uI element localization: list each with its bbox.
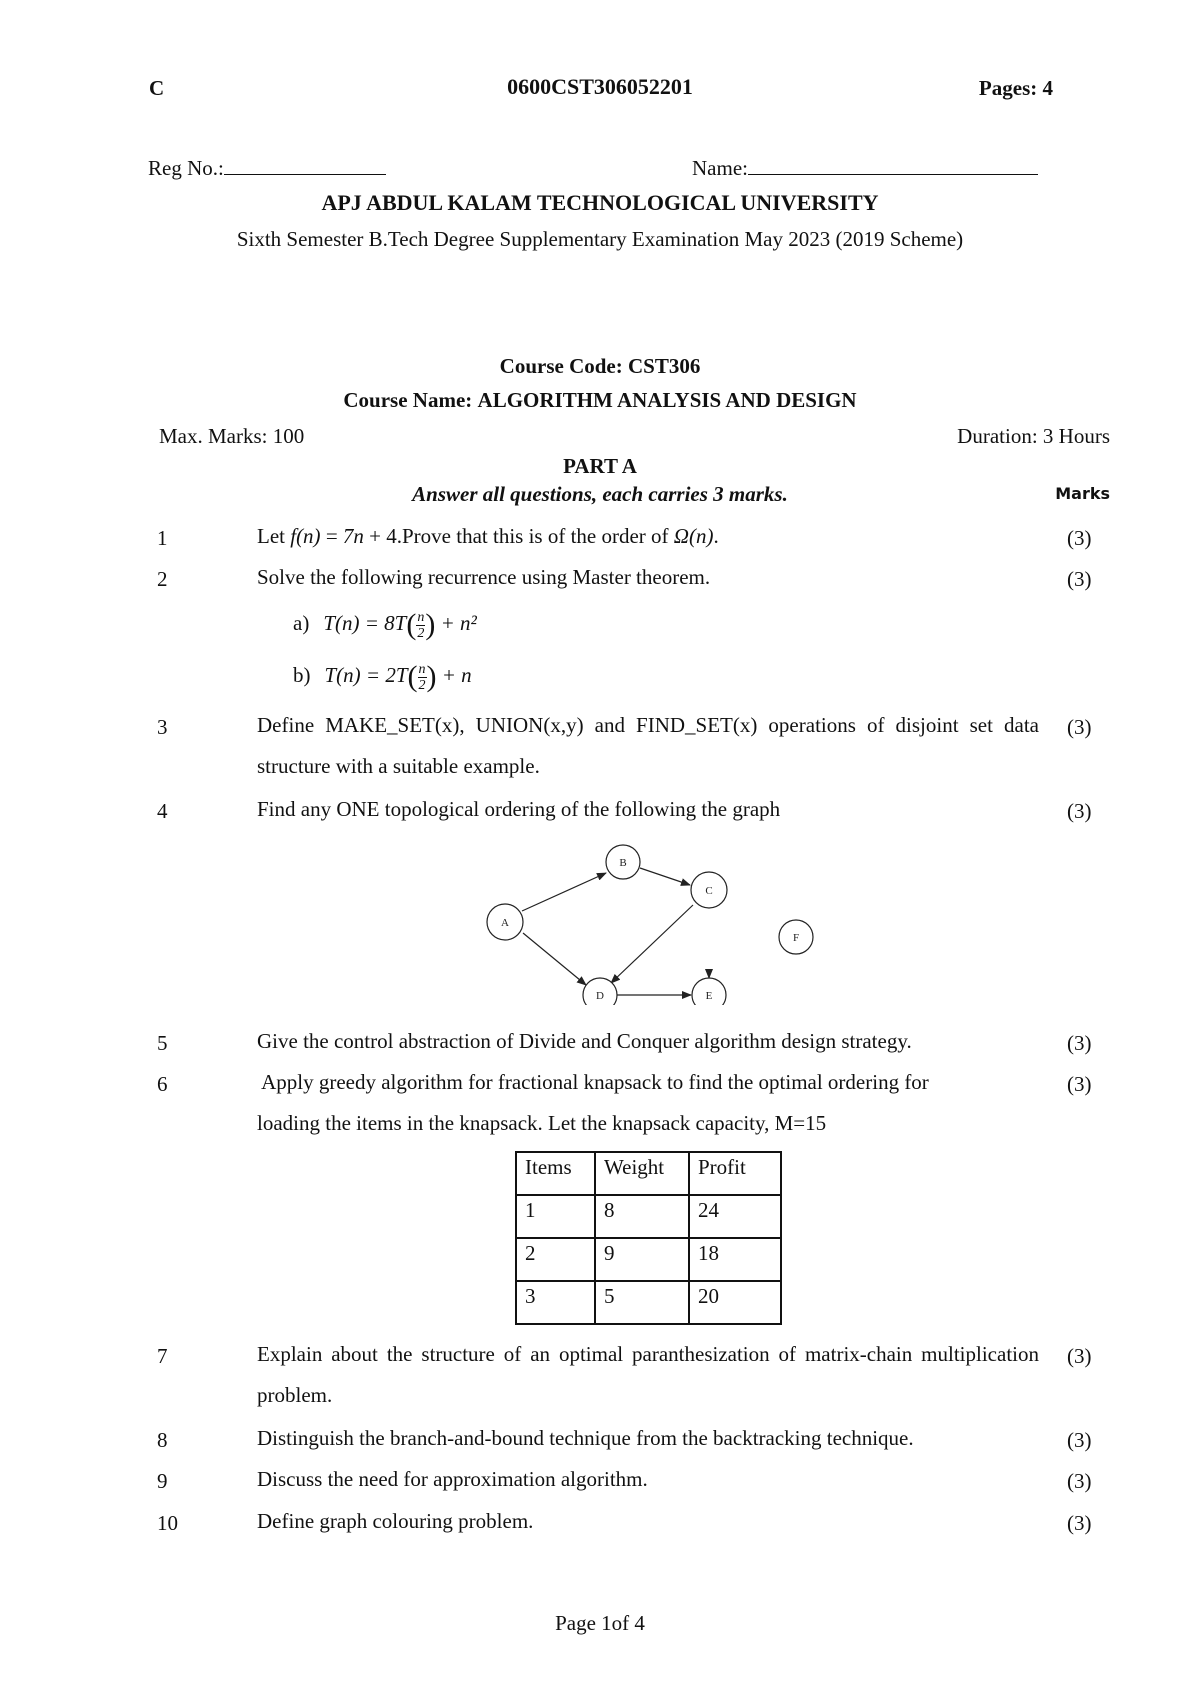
series-code: C: [149, 76, 165, 100]
question-text-line-1: Apply greedy algorithm for fractional knapsack to find the optimal ordering for: [257, 1070, 929, 1094]
node-label: E: [705, 990, 713, 1002]
question-number: 9: [157, 1469, 168, 1493]
name-label: Name:: [692, 156, 748, 180]
table-row: [516, 1238, 781, 1281]
question-number: 6: [157, 1072, 168, 1096]
question-marks: (3): [1067, 1344, 1092, 1368]
math-omega: Ω(n): [673, 524, 714, 548]
text-run: Let: [257, 524, 291, 548]
question-marks: (3): [1067, 567, 1092, 591]
marks-column-header: Marks: [1055, 484, 1110, 503]
question-text-line-2: loading the items in the knapsack. Let the knapsack capacity, M=15: [257, 1111, 827, 1135]
edge-a-d: [523, 933, 586, 985]
text-run: + 4.: [363, 524, 402, 548]
edge-c-d: [611, 905, 693, 983]
graph-node-b: [606, 845, 640, 879]
text-run: .: [713, 524, 719, 548]
table-cell: 24: [689, 1195, 781, 1238]
page-footer: Page 1of 4: [555, 1611, 645, 1635]
question-number: 5: [157, 1031, 168, 1055]
recurrence-rhs: + n: [436, 662, 472, 687]
question-number: 1: [157, 526, 168, 550]
question-marks: (3): [1067, 1031, 1092, 1055]
table-row: [516, 1195, 781, 1238]
question-number: 10: [157, 1511, 178, 1535]
name-blank: [748, 155, 1038, 175]
table-cell: 9: [595, 1238, 689, 1281]
math-rhs: 7n: [342, 524, 364, 548]
part-a-instruction: Answer all questions, each carries 3 marks.: [412, 482, 788, 506]
node-label: B: [619, 857, 627, 869]
fraction-num: n: [418, 661, 426, 677]
sub-label: a): [293, 610, 310, 635]
graph-node-e: [692, 978, 726, 1005]
table-row: [516, 1281, 781, 1324]
course-name-label: Course Name:: [343, 388, 473, 412]
question-text: Distinguish the branch-and-bound technique from the backtracking technique.: [257, 1426, 914, 1450]
table-cell: 8: [595, 1195, 689, 1238]
table-header-cell: Items: [516, 1152, 595, 1195]
course-name-value: ALGORITHM ANALYSIS AND DESIGN: [477, 388, 857, 412]
recurrence-lhs: T(n) = 2T: [324, 662, 408, 687]
question-marks: (3): [1067, 799, 1092, 823]
edge-a-b: [522, 873, 606, 911]
question-number: 4: [157, 799, 168, 823]
reg-no-blank: [224, 155, 386, 175]
question-text: Explain about the structure of an optimal paranthesization of matrix-chain multiplication problem.: [257, 1342, 1039, 1407]
question-text: Discuss the need for approximation algorithm.: [257, 1467, 648, 1491]
paper-code: 0600CST306052201: [507, 74, 693, 99]
paren-close: ): [426, 660, 437, 693]
question-number: 3: [157, 715, 168, 739]
knapsack-table: [515, 1151, 782, 1325]
question-text: Define MAKE_SET(x), UNION(x,y) and FIND_SET(x) operations of disjoint set data structure with a suitable example.: [257, 713, 1039, 778]
question-marks: (3): [1067, 1072, 1092, 1096]
recurrence-b: [293, 660, 472, 694]
paren-open: (: [407, 660, 418, 693]
table-cell: 18: [689, 1238, 781, 1281]
reg-no-label: Reg No.:: [148, 156, 224, 180]
question-marks: (3): [1067, 1469, 1092, 1493]
recurrence-a: [293, 608, 477, 642]
table-cell: 2: [516, 1238, 595, 1281]
graph-node-d: [583, 978, 617, 1005]
sub-label: b): [293, 662, 311, 687]
paren-open: (: [406, 608, 417, 641]
table-cell: 20: [689, 1281, 781, 1324]
question-number: 2: [157, 567, 168, 591]
question-number: 7: [157, 1344, 168, 1368]
node-label: D: [596, 990, 604, 1002]
math-f-n: f(n): [290, 524, 321, 548]
node-label: A: [501, 917, 509, 929]
table-cell: 3: [516, 1281, 595, 1324]
table-cell: 1: [516, 1195, 595, 1238]
text-run: Prove that this is of the order of: [402, 524, 674, 548]
table-header-row: [516, 1152, 781, 1195]
edge-b-c: [640, 868, 690, 885]
reg-no-field: [148, 155, 386, 181]
paren-close: ): [425, 608, 436, 641]
node-label: F: [792, 932, 800, 944]
question-text: Solve the following recurrence using Master theorem.: [257, 565, 711, 589]
question-text: Define graph colouring problem.: [257, 1509, 534, 1533]
fraction-den: 2: [417, 625, 425, 641]
question-text: [257, 516, 1039, 557]
recurrence-rhs: + n²: [435, 610, 477, 635]
fraction-den: 2: [418, 677, 426, 693]
question-marks: (3): [1067, 526, 1092, 550]
table-header-cell: Profit: [689, 1152, 781, 1195]
course-name: [0, 388, 1200, 413]
question-text: Give the control abstraction of Divide and Conquer algorithm design strategy.: [257, 1029, 912, 1053]
fraction: [418, 662, 427, 693]
table-cell: 5: [595, 1281, 689, 1324]
fraction-num: n: [417, 609, 425, 625]
page-count: Pages: 4: [978, 76, 1053, 100]
course-code: Course Code: CST306: [499, 354, 701, 378]
max-marks: Max. Marks: 100: [159, 424, 305, 448]
recurrence-lhs: T(n) = 8T: [323, 610, 407, 635]
duration: Duration: 3 Hours: [957, 424, 1110, 448]
question-text: Find any ONE topological ordering of the following the graph: [257, 797, 781, 821]
university-name: APJ ABDUL KALAM TECHNOLOGICAL UNIVERSITY: [321, 190, 879, 215]
part-a-title: PART A: [563, 454, 637, 478]
fraction: [416, 610, 425, 641]
graph-node-a: [487, 904, 523, 940]
graph-node-c: [691, 872, 727, 908]
node-label: C: [705, 885, 713, 897]
dag-graph: [480, 835, 820, 1005]
question-number: 8: [157, 1428, 168, 1452]
question-marks: (3): [1067, 1428, 1092, 1452]
name-field: [692, 155, 1038, 181]
text-run: =: [320, 524, 343, 548]
table-header-cell: Weight: [595, 1152, 689, 1195]
question-marks: (3): [1067, 1511, 1092, 1535]
graph-node-f: [779, 920, 813, 954]
exam-title: Sixth Semester B.Tech Degree Supplementary Examination May 2023 (2019 Scheme): [236, 227, 964, 251]
question-marks: (3): [1067, 715, 1092, 739]
